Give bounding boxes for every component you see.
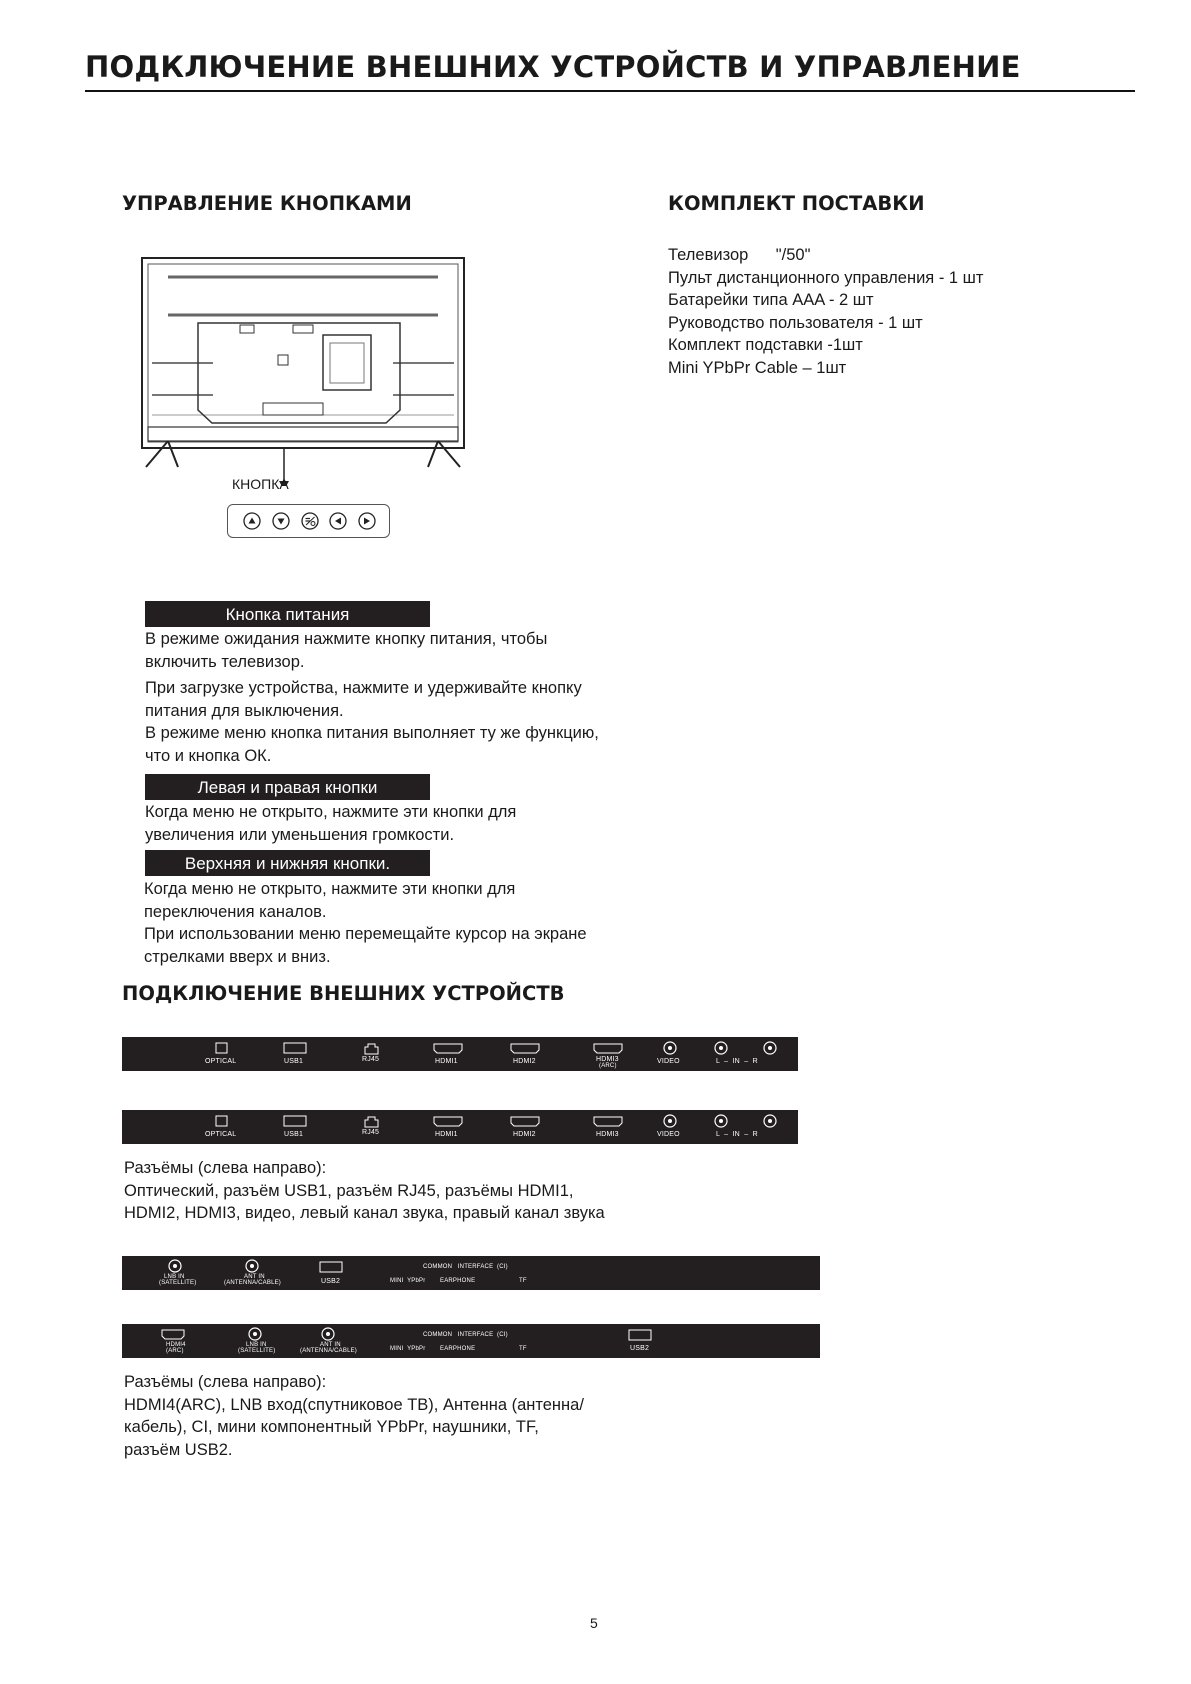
text-line: что и кнопка ОК.: [145, 746, 272, 765]
port-label: RJ45: [362, 1056, 380, 1063]
port-label: USB1: [284, 1058, 304, 1065]
audio-right-port-icon: [764, 1042, 776, 1054]
optical-port-icon: [216, 1043, 227, 1053]
tv-rear-illustration: [138, 255, 468, 485]
video-port-icon: [664, 1115, 676, 1127]
port-label: (ANTENNA/CABLE): [300, 1348, 358, 1354]
port-label: HDMI4: [166, 1342, 186, 1348]
text-line: HDMI2, HDMI3, видео, левый канал звука, правый канал звука: [124, 1204, 605, 1222]
text-line: В режиме меню кнопка питания выполняет ту же функцию,: [145, 724, 599, 742]
connectors-description-2: [124, 1371, 744, 1461]
kit-item: Руководство пользователя - 1 шт: [668, 313, 923, 332]
connector-panel-3: [122, 1256, 820, 1290]
port-label: L – IN – R: [716, 1131, 758, 1138]
text-line: Разъёмы (слева направо):: [124, 1159, 327, 1177]
port-label: (ARC): [166, 1348, 184, 1354]
port-label: HDMI3: [596, 1056, 619, 1063]
video-port-icon: [664, 1042, 676, 1054]
hdmi3-port-icon: [594, 1117, 622, 1126]
port-label: EARPHONE: [440, 1278, 476, 1284]
text-line: Когда меню не открыто, нажмите эти кнопки для: [145, 803, 517, 821]
text-line: Разъёмы (слева направо):: [124, 1373, 327, 1391]
port-label: MINI YPbPr: [390, 1278, 426, 1284]
port-label: (ANTENNA/CABLE): [224, 1280, 282, 1286]
kit-item: Комплект подставки -1шт: [668, 336, 863, 354]
title-divider: [85, 90, 1135, 92]
text-line: кабель), CI, мини компонентный YPbPr, наушники, TF,: [124, 1418, 539, 1436]
kit-list: [668, 244, 983, 379]
left-button-icon[interactable]: [330, 513, 346, 529]
connectors-description-1: [124, 1157, 744, 1225]
connector-panel-1: [122, 1037, 798, 1071]
text-line: Оптический, разъём USB1, разъём RJ45, разъёмы HDMI1,: [124, 1181, 574, 1200]
text-line: разъём USB2.: [124, 1440, 233, 1459]
ant-in-port-icon: [246, 1260, 258, 1272]
port-label: COMMON INTERFACE (CI): [423, 1264, 508, 1270]
lnb-in-port-icon: [249, 1328, 261, 1340]
port-label: OPTICAL: [205, 1058, 237, 1065]
text-line: HDMI4(ARC), LNB вход(спутниковое ТВ), Антенна (антенна/: [124, 1395, 584, 1414]
buttons-section-title: УПРАВЛЕНИЕ КНОПКАМИ: [122, 192, 412, 215]
ant-in-port-icon: [322, 1328, 334, 1340]
left-right-buttons-label: Левая и правая кнопки: [145, 774, 430, 800]
port-label: OPTICAL: [205, 1131, 237, 1138]
up-down-buttons-description: [144, 878, 664, 968]
text-line: включить телевизор.: [145, 652, 305, 671]
button-label: КНОПКА: [232, 476, 289, 492]
connect-section-title: ПОДКЛЮЧЕНИЕ ВНЕШНИХ УСТРОЙСТВ: [122, 982, 565, 1005]
text-line: увеличения или уменьшения громкости.: [145, 825, 455, 844]
text-line: В режиме ожидания нажмите кнопку питания, чтобы: [145, 630, 548, 648]
usb1-port-icon: [284, 1043, 306, 1053]
rj45-port-icon: [365, 1044, 378, 1054]
optical-port-icon: [216, 1116, 227, 1126]
connector-panel-2: [122, 1110, 798, 1144]
port-label: LNB IN: [164, 1274, 185, 1280]
port-label: TF: [519, 1346, 527, 1352]
text-line: Когда меню не открыто, нажмите эти кнопки для: [144, 880, 516, 898]
power-button-label: Кнопка питания: [145, 601, 430, 627]
port-label: VIDEO: [657, 1131, 680, 1138]
port-label: USB1: [284, 1131, 304, 1138]
audio-left-port-icon: [715, 1042, 727, 1054]
port-label: HDMI2: [513, 1131, 536, 1138]
hdmi1-port-icon: [434, 1117, 462, 1126]
port-label: HDMI1: [435, 1131, 458, 1138]
port-label: HDMI2: [513, 1058, 536, 1065]
hdmi2-port-icon: [511, 1044, 539, 1053]
power-menu-button-icon[interactable]: [302, 513, 318, 529]
port-label: MINI YPbPr: [390, 1346, 426, 1352]
usb1-port-icon: [284, 1116, 306, 1126]
right-button-icon[interactable]: [359, 513, 375, 529]
page-title: ПОДКЛЮЧЕНИЕ ВНЕШНИХ УСТРОЙСТВ И УПРАВЛЕНИЕ: [85, 50, 1021, 84]
port-label: HDMI3: [596, 1131, 619, 1138]
port-label: LNB IN: [246, 1342, 267, 1348]
up-button-icon[interactable]: [244, 513, 260, 529]
lnb-in-port-icon: [169, 1260, 181, 1272]
port-label: TF: [519, 1278, 527, 1284]
rj45-port-icon: [365, 1117, 378, 1127]
hdmi1-port-icon: [434, 1044, 462, 1053]
down-button-icon[interactable]: [273, 513, 289, 529]
port-label: USB2: [630, 1345, 650, 1352]
usb2-port-icon: [320, 1262, 342, 1272]
up-down-buttons-label: Верхняя и нижняя кнопки.: [145, 850, 430, 876]
hdmi3-arc-port-icon: [594, 1044, 622, 1053]
port-label: HDMI1: [435, 1058, 458, 1065]
text-line: При использовании меню перемещайте курсор на экране: [144, 925, 587, 943]
kit-item: Mini YPbPr Cable – 1шт: [668, 358, 847, 377]
usb2-port-icon: [629, 1330, 651, 1340]
left-right-buttons-description: [145, 801, 665, 846]
port-label: (ARC): [599, 1063, 617, 1069]
audio-right-port-icon: [764, 1115, 776, 1127]
port-label: USB2: [321, 1278, 341, 1285]
kit-item: Батарейки типа AAA - 2 шт: [668, 291, 874, 309]
hdmi4-arc-port-icon: [162, 1330, 184, 1339]
page-number: 5: [590, 1615, 598, 1631]
port-label: (SATELLITE): [159, 1280, 197, 1286]
power-button-description: [145, 628, 665, 767]
port-label: RJ45: [362, 1129, 380, 1136]
port-label: ANT IN: [244, 1274, 265, 1280]
kit-item: Пульт дистанционного управления - 1 шт: [668, 268, 984, 287]
port-label: (SATELLITE): [238, 1348, 276, 1354]
port-label: ANT IN: [320, 1342, 341, 1348]
port-label: COMMON INTERFACE (CI): [423, 1332, 508, 1338]
text-line: стрелками вверх и вниз.: [144, 947, 331, 966]
kit-section-title: КОМПЛЕКТ ПОСТАВКИ: [668, 192, 925, 215]
port-label: EARPHONE: [440, 1346, 476, 1352]
port-label: L – IN – R: [716, 1058, 758, 1065]
hdmi2-port-icon: [511, 1117, 539, 1126]
text-line: При загрузке устройства, нажмите и удерживайте кнопку: [145, 679, 582, 697]
button-strip: [227, 504, 390, 538]
port-label: VIDEO: [657, 1058, 680, 1065]
audio-left-port-icon: [715, 1115, 727, 1127]
kit-item: Телевизор "/50": [668, 246, 811, 264]
text-line: питания для выключения.: [145, 701, 344, 720]
text-line: переключения каналов.: [144, 902, 327, 921]
connector-panel-4: [122, 1324, 820, 1358]
